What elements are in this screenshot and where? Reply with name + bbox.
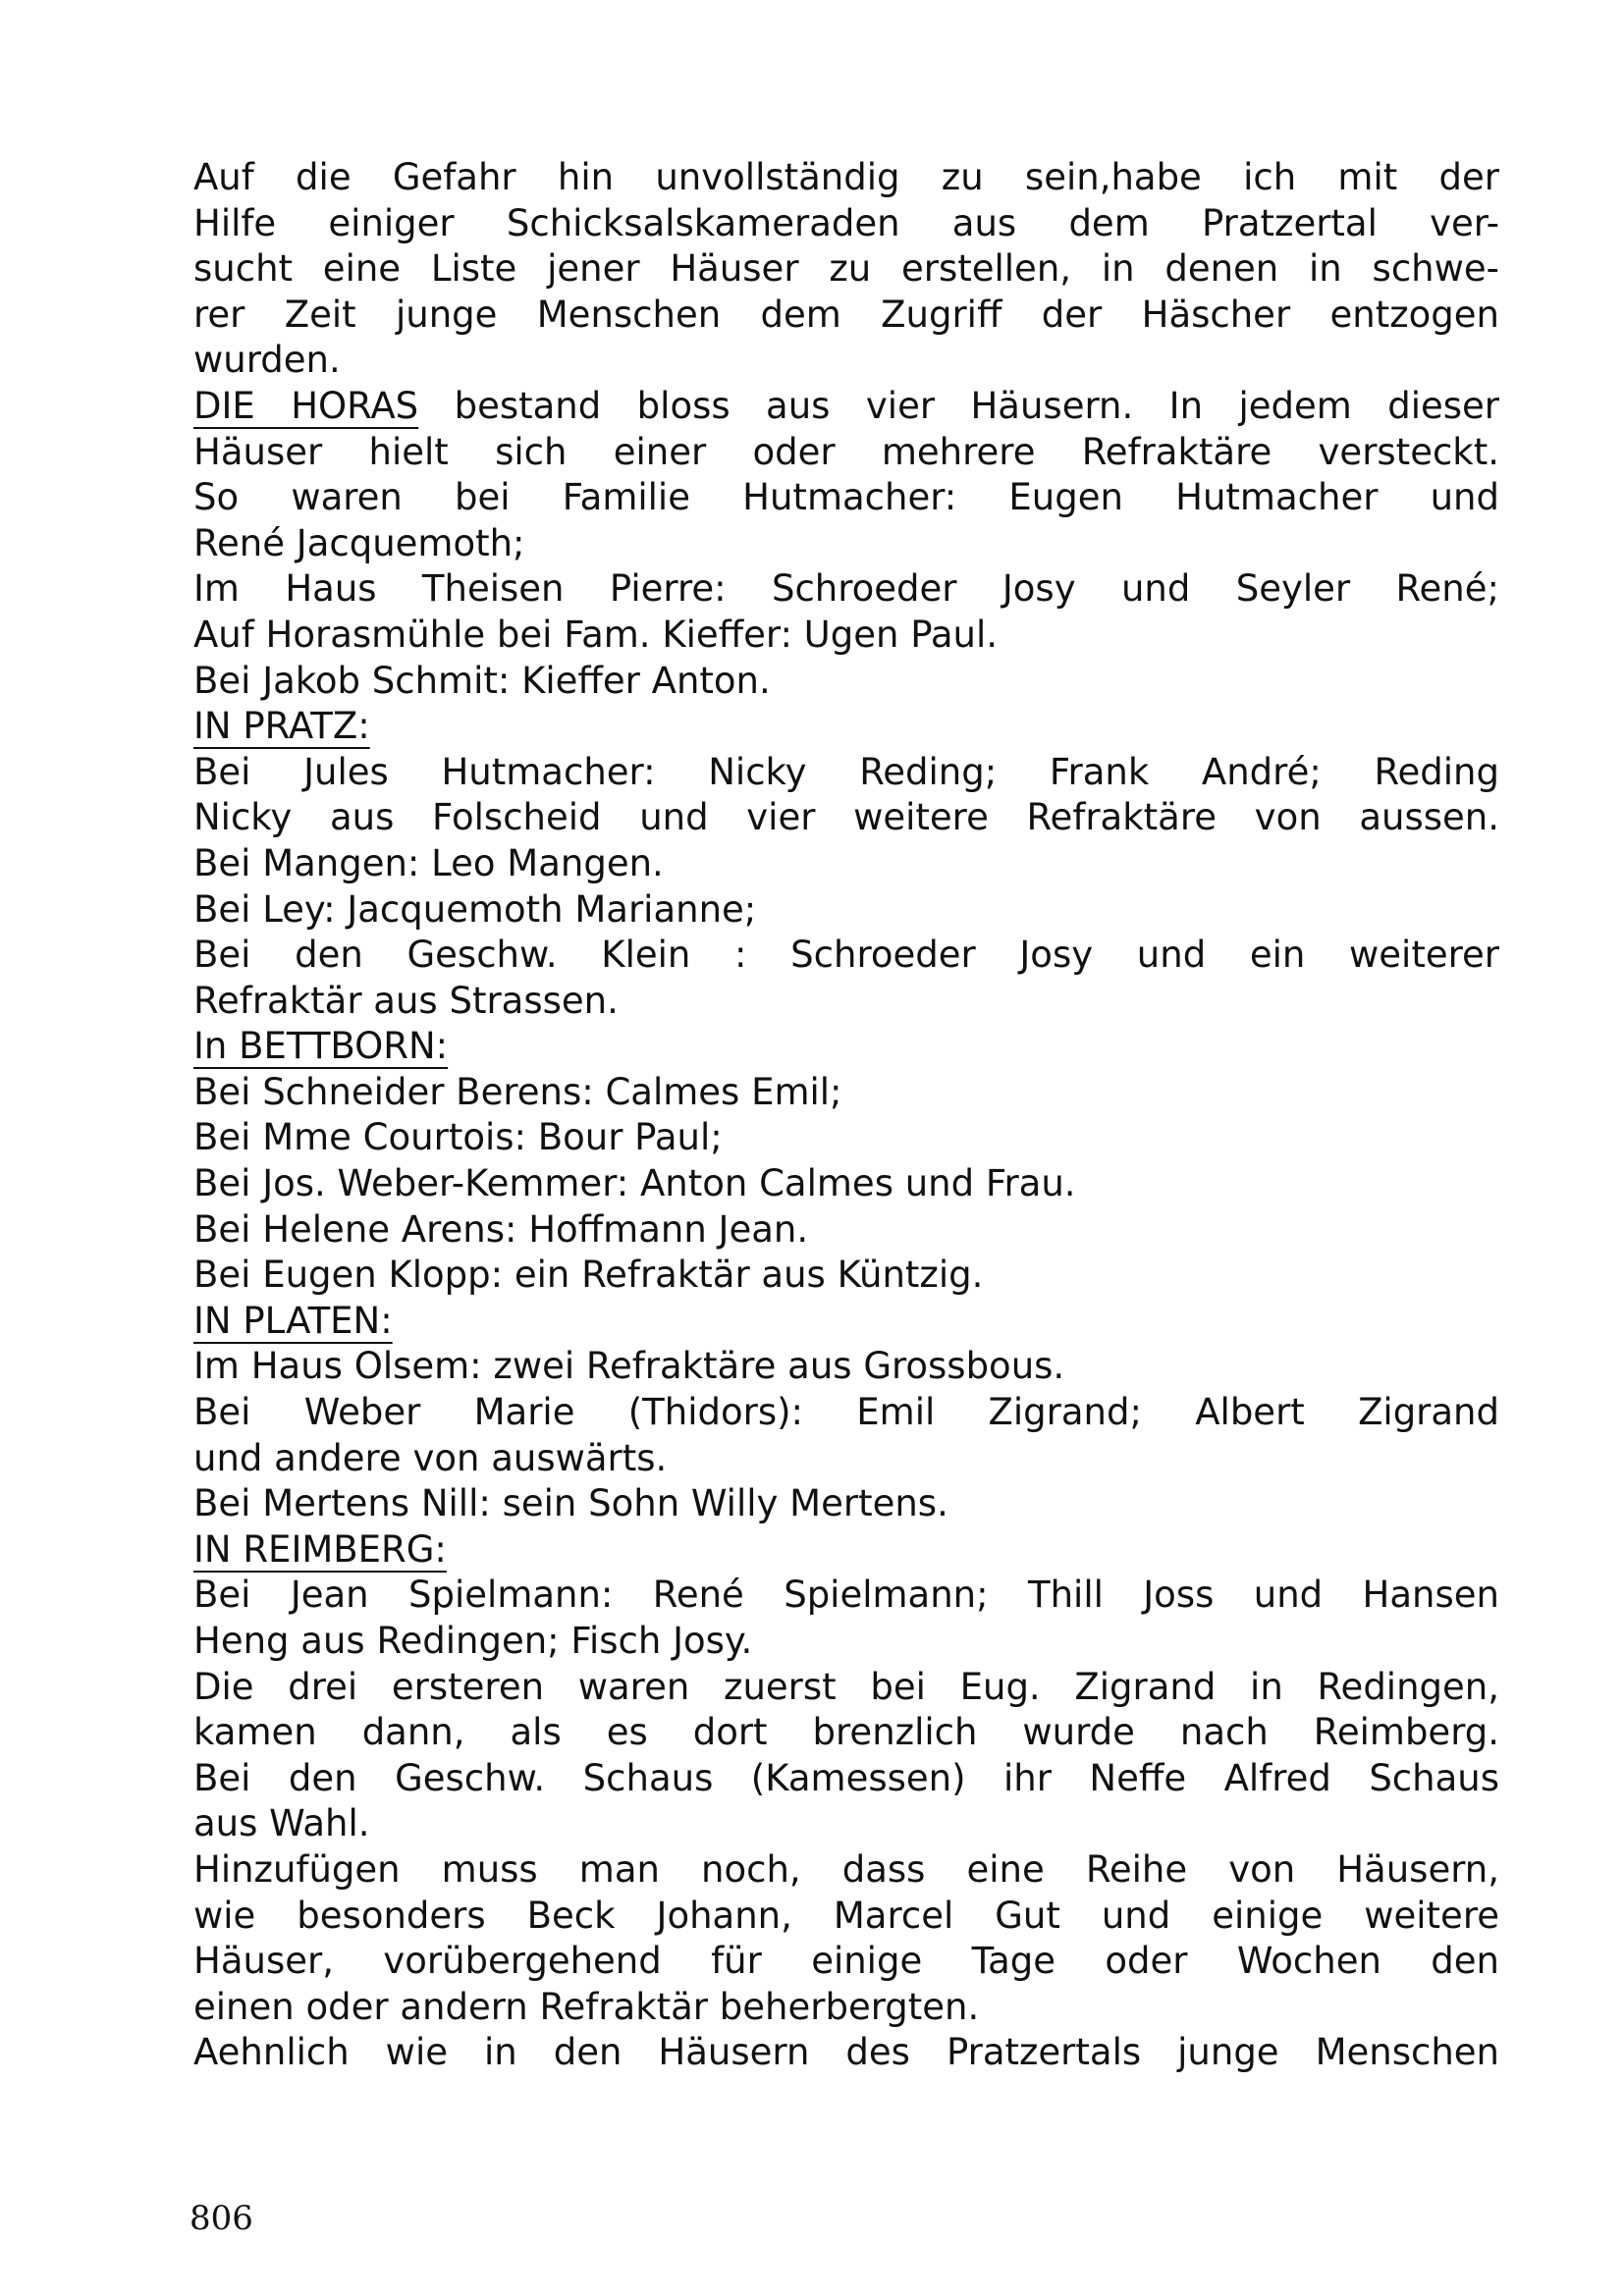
- section-heading: In BETTBORN:: [193, 1025, 449, 1068]
- line-text: Hinzufügen muss man noch, dass eine Reihe von Häusern,: [193, 1847, 1499, 1891]
- text-line: [193, 795, 1499, 841]
- line-text: Bei Jos. Weber-Kemmer: Anton Calmes und Frau.: [193, 1162, 1076, 1205]
- body-text: [193, 155, 1499, 2076]
- line-text: Nicky aus Folscheid und vier weitere Refraktäre von aussen.: [193, 796, 1499, 839]
- text-line: [193, 1481, 1499, 1527]
- line-text: wurden.: [193, 339, 341, 382]
- text-line: [193, 1207, 1499, 1254]
- text-line: [193, 1115, 1499, 1161]
- line-text: Bei Mme Courtois: Bour Paul;: [193, 1116, 723, 1159]
- line-text: Bei Mertens Nill: sein Sohn Willy Mertens.: [193, 1482, 948, 1525]
- line-text: Auf Horasmühle bei Fam. Kieffer: Ugen Paul.: [193, 613, 999, 656]
- section-heading-line: [193, 1527, 1499, 1574]
- text-line: [193, 155, 1499, 201]
- line-text: aus Wahl.: [193, 1802, 370, 1845]
- text-line: [193, 430, 1499, 476]
- line-text: Bei Jakob Schmit: Kieffer Anton.: [193, 659, 771, 702]
- line-text: Aehnlich wie in den Häusern des Pratzertals junge Menschen: [193, 2031, 1499, 2074]
- section-heading: DIE HORAS: [193, 384, 419, 427]
- text-line: [193, 1847, 1499, 1894]
- line-text: Bei Weber Marie (Thidors): Emil Zigrand; Albert Zigrand: [193, 1391, 1499, 1434]
- line-text: Auf die Gefahr hin unvollständig zu sein,habe ich mit der: [193, 156, 1499, 198]
- text-line: [193, 1344, 1499, 1390]
- line-text: Bei Schneider Berens: Calmes Emil;: [193, 1070, 842, 1113]
- text-line: [193, 1390, 1499, 1436]
- section-heading: IN REIMBERG:: [193, 1527, 447, 1571]
- text-line: [193, 1253, 1499, 1299]
- line-text: bestand bloss aus vier Häusern. In jedem dieser: [418, 384, 1499, 427]
- line-text: Refraktär aus Strassen.: [193, 979, 619, 1022]
- text-line: [193, 1573, 1499, 1619]
- text-line: [193, 887, 1499, 934]
- section-heading-line: [193, 704, 1499, 750]
- text-line: [193, 1665, 1499, 1711]
- text-line: [193, 1619, 1499, 1665]
- text-line: [193, 475, 1499, 521]
- text-line: [193, 1801, 1499, 1847]
- text-line: [193, 979, 1499, 1025]
- text-line: [193, 1894, 1499, 1940]
- text-line: [193, 1070, 1499, 1116]
- section-heading-line: [193, 1024, 1499, 1070]
- text-line: [193, 750, 1499, 796]
- line-text: Im Haus Olsem: zwei Refraktäre aus Grossbous.: [193, 1345, 1065, 1388]
- line-text: Im Haus Theisen Pierre: Schroeder Josy und Seyler René;: [193, 567, 1499, 611]
- line-text: Häuser hielt sich einer oder mehrere Refraktäre versteckt.: [193, 430, 1499, 473]
- text-line: [193, 659, 1499, 705]
- text-line: [193, 841, 1499, 887]
- text-line: [193, 1985, 1499, 2031]
- text-line: [193, 201, 1499, 247]
- line-text: So waren bei Familie Hutmacher: Eugen Hutmacher und: [193, 476, 1499, 519]
- line-text: Die drei ersteren waren zuerst bei Eug. Zigrand in Redingen,: [193, 1665, 1499, 1708]
- text-line: [193, 1756, 1499, 1802]
- section-heading-line: [193, 384, 1499, 430]
- text-line: [193, 933, 1499, 979]
- text-line: [193, 1436, 1499, 1482]
- line-text: rer Zeit junge Menschen dem Zugriff der Häscher entzogen: [193, 293, 1499, 336]
- line-text: einen oder andern Refraktär beherbergten.: [193, 1985, 980, 2028]
- section-heading: IN PRATZ:: [193, 705, 370, 748]
- text-line: [193, 293, 1499, 339]
- line-text: Bei Jean Spielmann: René Spielmann; Thill Joss und Hansen: [193, 1574, 1499, 1617]
- line-text: René Jacquemoth;: [193, 521, 525, 564]
- text-line: [193, 2030, 1499, 2076]
- page-number: 806: [189, 2199, 253, 2238]
- line-text: Heng aus Redingen; Fisch Josy.: [193, 1620, 753, 1662]
- line-text: Bei Ley: Jacquemoth Marianne;: [193, 887, 757, 931]
- line-text: Häuser, vorübergehend für einige Tage oder Wochen den: [193, 1940, 1499, 1983]
- section-heading: IN PLATEN:: [193, 1299, 393, 1342]
- line-text: Bei den Geschw. Klein : Schroeder Josy und ein weiterer: [193, 934, 1499, 977]
- text-line: [193, 566, 1499, 613]
- line-text: und andere von auswärts.: [193, 1436, 668, 1479]
- section-heading-line: [193, 1299, 1499, 1345]
- line-text: Bei Jules Hutmacher: Nicky Reding; Frank André; Reding: [193, 750, 1499, 793]
- line-text: Hilfe einiger Schicksalskameraden aus dem Pratzertal ver-: [193, 201, 1499, 244]
- line-text: sucht eine Liste jener Häuser zu erstellen, in denen in schwe-: [193, 247, 1499, 291]
- text-line: [193, 1939, 1499, 1985]
- text-line: [193, 613, 1499, 659]
- text-line: [193, 1710, 1499, 1756]
- line-text: kamen dann, als es dort brenzlich wurde nach Reimberg.: [193, 1711, 1499, 1754]
- text-line: [193, 1161, 1499, 1207]
- line-text: Bei Helene Arens: Hoffmann Jean.: [193, 1207, 809, 1251]
- text-line: [193, 246, 1499, 293]
- line-text: wie besonders Beck Johann, Marcel Gut und einige weitere: [193, 1894, 1499, 1937]
- line-text: Bei den Geschw. Schaus (Kamessen) ihr Neffe Alfred Schaus: [193, 1756, 1499, 1799]
- line-text: Bei Eugen Klopp: ein Refraktär aus Küntzig.: [193, 1254, 984, 1297]
- text-line: [193, 521, 1499, 567]
- line-text: Bei Mangen: Leo Mangen.: [193, 841, 664, 884]
- text-line: [193, 338, 1499, 384]
